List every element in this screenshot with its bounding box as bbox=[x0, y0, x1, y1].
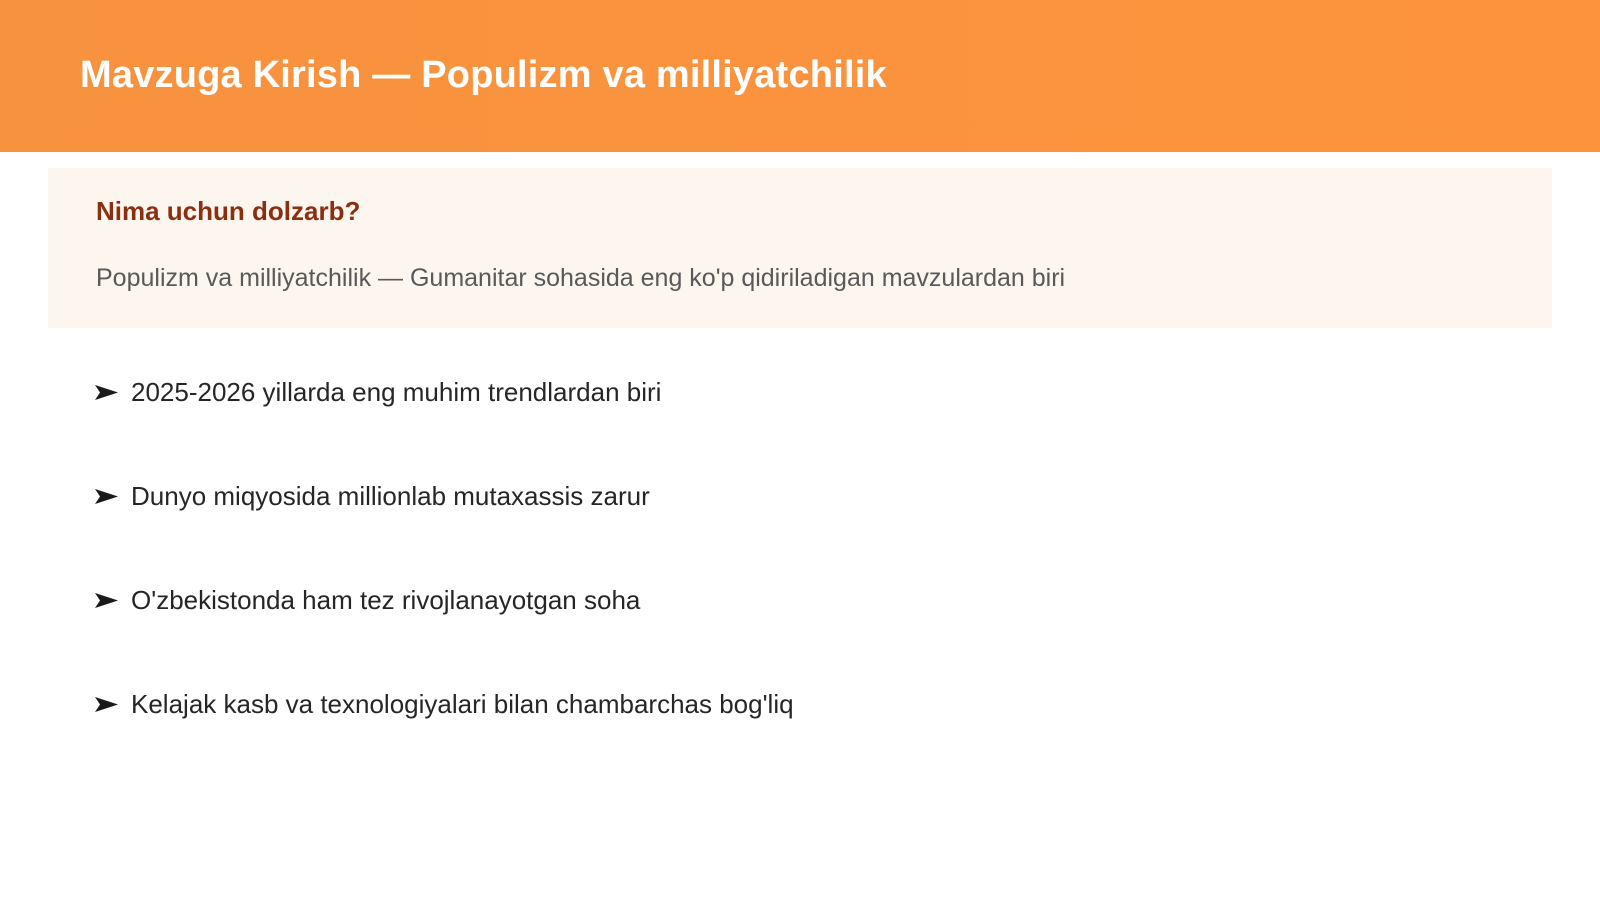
bullet-item bbox=[95, 580, 794, 620]
title-bar bbox=[0, 0, 1600, 152]
slide-title: Mavzuga Kirish — Populizm va milliyatchilik bbox=[80, 54, 887, 96]
play-arrow-icon bbox=[95, 489, 118, 504]
bullet-text: Dunyo miqyosida millionlab mutaxassis zarur bbox=[131, 480, 650, 511]
bullet-text: 2025-2026 yillarda eng muhim trendlardan biri bbox=[131, 376, 662, 407]
bullet-list bbox=[95, 372, 794, 788]
bullet-item bbox=[95, 476, 794, 516]
play-arrow-icon bbox=[95, 697, 118, 712]
intro-heading: Nima uchun dolzarb? bbox=[96, 196, 361, 226]
bullet-item bbox=[95, 372, 794, 412]
intro-box bbox=[48, 168, 1552, 328]
bullet-text: Kelajak kasb va texnologiyalari bilan chambarchas bog'liq bbox=[131, 688, 794, 719]
bullet-text: O'zbekistonda ham tez rivojlanayotgan soha bbox=[131, 584, 641, 615]
play-arrow-icon bbox=[95, 385, 118, 400]
intro-text: Populizm va milliyatchilik — Gumanitar sohasida eng ko'p qidiriladigan mavzulardan biri bbox=[96, 264, 1066, 292]
play-arrow-icon bbox=[95, 593, 118, 608]
bullet-item bbox=[95, 684, 794, 724]
